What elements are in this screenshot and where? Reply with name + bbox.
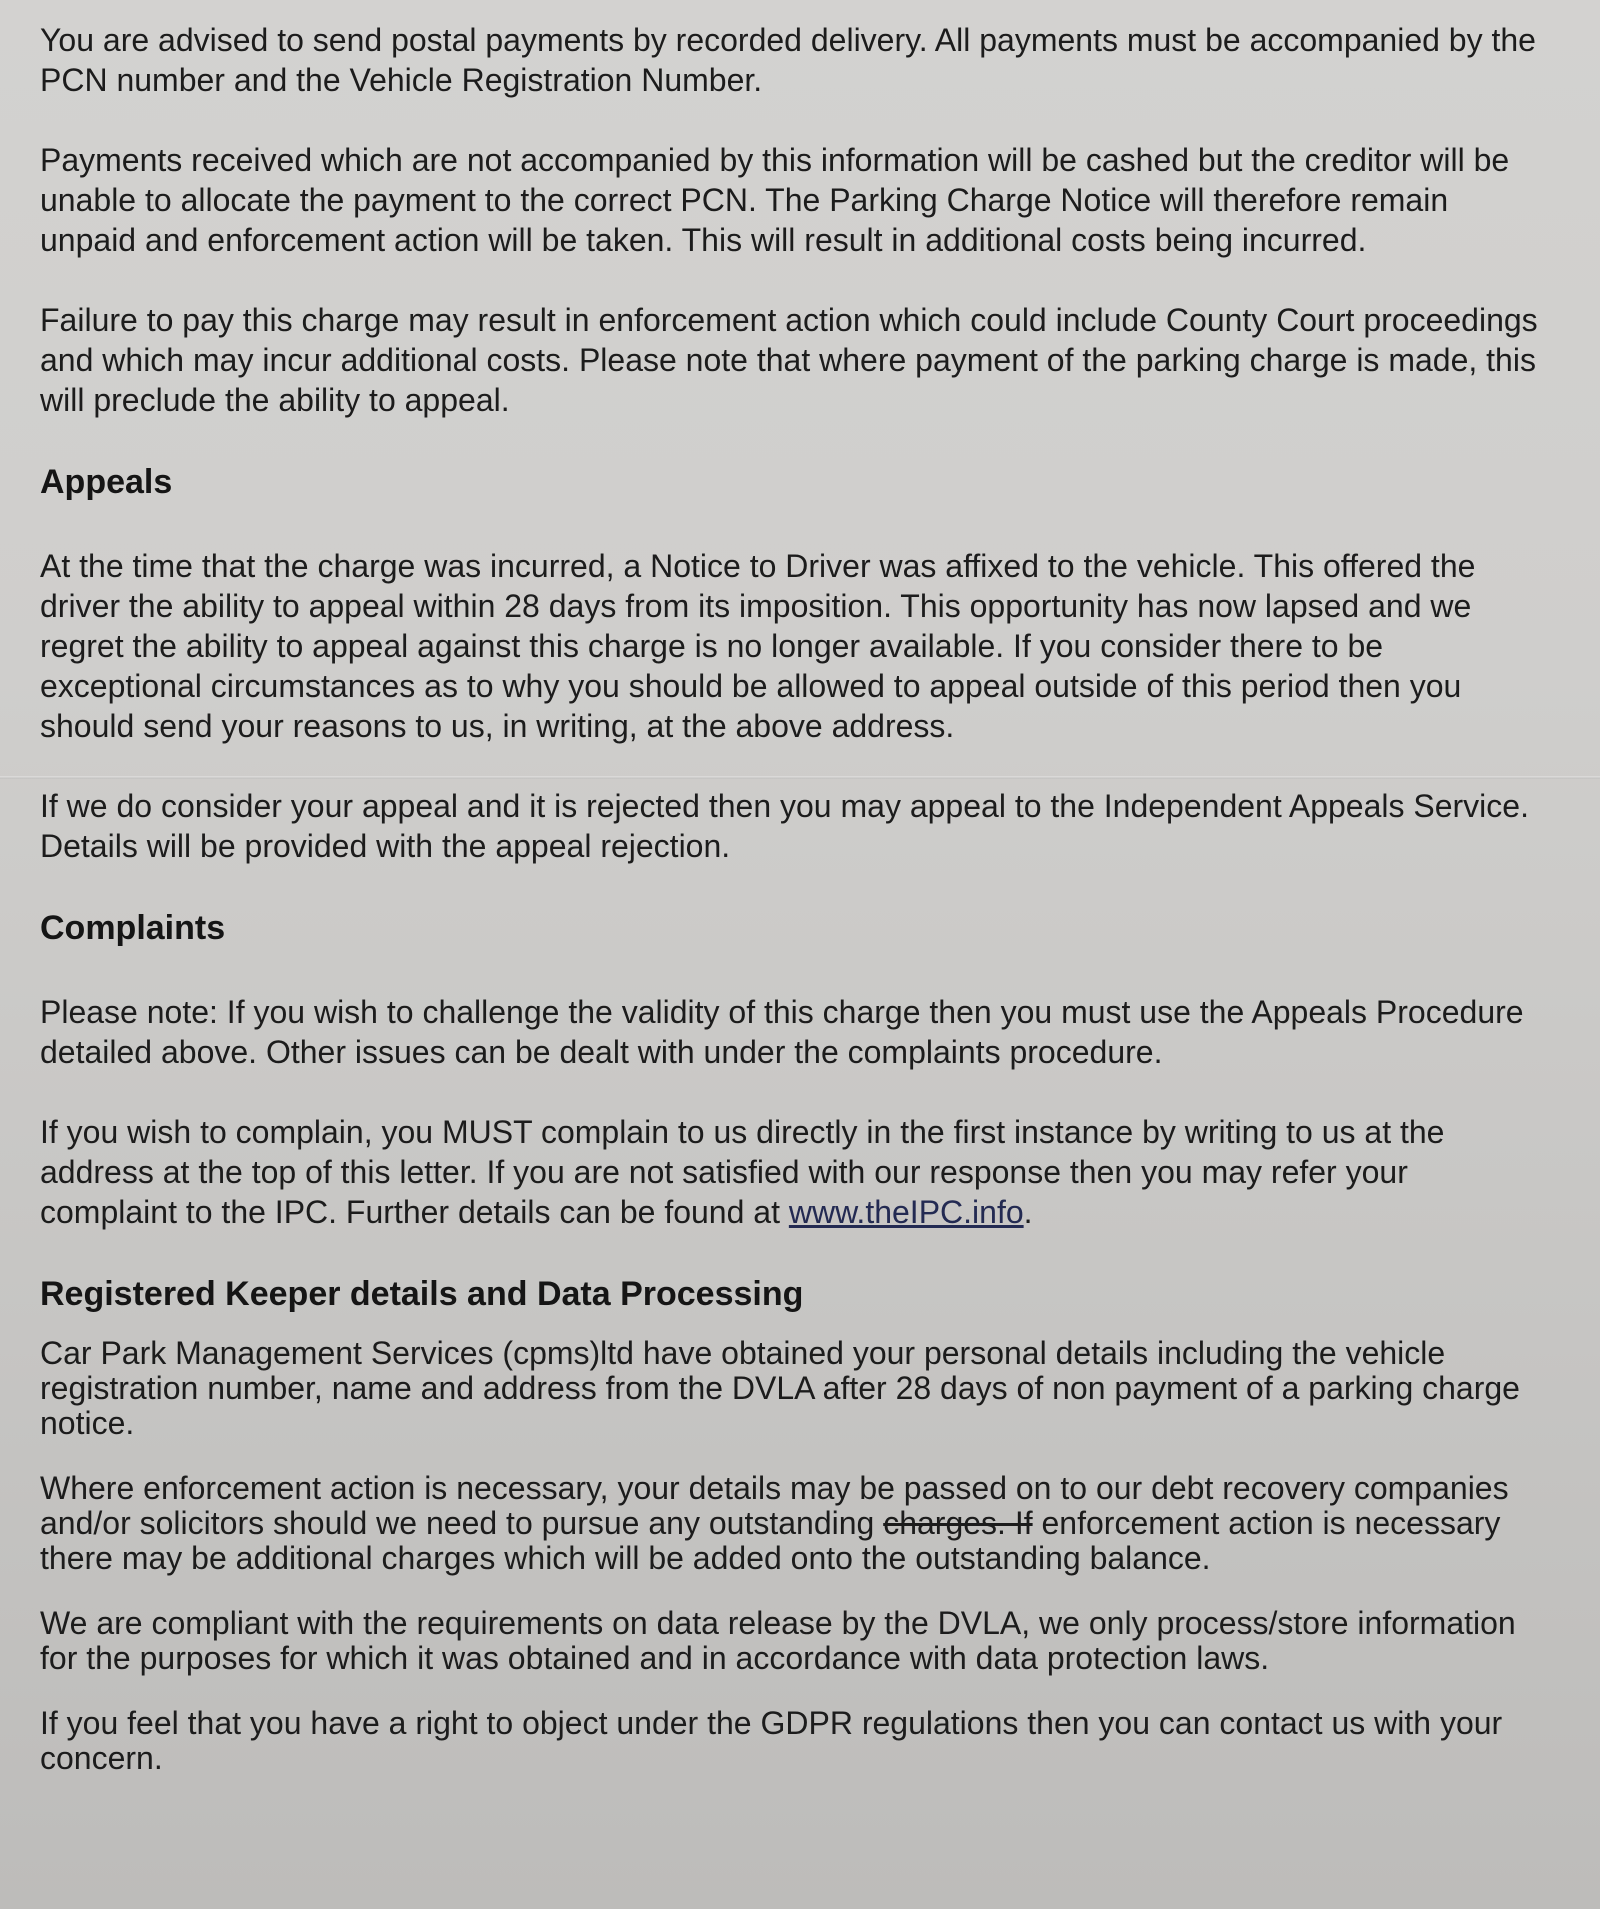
complaints-procedure-paragraph bbox=[40, 1112, 1540, 1232]
complaints-procedure-text: If you wish to complain, you MUST complain to us directly in the first instance by writing to us at the address at the top of this letter. If you are not satisfied with our response then you may refer your complaint to the IPC. Further details can be found at bbox=[40, 1114, 1445, 1230]
debt-recovery-text-a: Where enforcement action is necessary, your details may be passed on to our debt recovery companies and/or solicitors should we need to pursue any outstanding bbox=[40, 1470, 1509, 1541]
data-processing-heading: Registered Keeper details and Data Processing bbox=[40, 1275, 804, 1313]
dvla-compliance-paragraph: We are compliant with the requirements on data release by the DVLA, we only process/store information for the purposes for which it was obtained and in accordance with data protection laws. bbox=[40, 1605, 1516, 1676]
complaints-heading: Complaints bbox=[40, 909, 226, 947]
complaints-note-paragraph: Please note: If you wish to challenge the validity of this charge then you must use the Appeals Procedure detailed above. Other issues can be dealt with under the complaints procedure. bbox=[40, 994, 1524, 1070]
unallocated-payment-paragraph: Payments received which are not accompanied by this information will be cashed but the creditor will be unable to allocate the payment to the correct PCN. The Parking Charge Notice will therefore remain unpaid and enforcement action will be taken. This will result in additional costs being incurred. bbox=[40, 142, 1510, 258]
failure-to-pay-paragraph: Failure to pay this charge may result in enforcement action which could include County Court proceedings and which may incur additional costs. Please note that where payment of the parking charge is made, this will preclude the ability to appeal. bbox=[40, 302, 1538, 418]
gdpr-paragraph: If you feel that you have a right to object under the GDPR regulations then you can contact us with your concern. bbox=[40, 1705, 1503, 1776]
debt-recovery-paragraph bbox=[40, 1471, 1540, 1576]
postal-payment-paragraph: You are advised to send postal payments by recorded delivery. All payments must be accompanied by the PCN number and the Vehicle Registration Number. bbox=[40, 22, 1536, 98]
dvla-details-paragraph: Car Park Management Services (cpms)ltd have obtained your personal details including the vehicle registration number, name and address from the DVLA after 28 days of non payment of a parking charge notice. bbox=[40, 1335, 1520, 1441]
appeals-heading: Appeals bbox=[40, 463, 173, 501]
appeals-paragraph: At the time that the charge was incurred, a Notice to Driver was affixed to the vehicle. This offered the driver the ability to appeal within 28 days from its imposition. This opportunity has now lapsed and we regret the ability to appeal against this charge is no longer available. If you consider there to be exceptional circumstances as to why you should be allowed to appeal outside of this period then you should send your reasons to us, in writing, at the above address. bbox=[40, 548, 1476, 744]
struck-through-text: charges. If bbox=[883, 1505, 1033, 1541]
debt-recovery-text-b: enforcement action is necessary there may be additional charges which will be added onto the outstanding balance. bbox=[40, 1505, 1501, 1576]
ipc-website-link[interactable]: www.theIPC.info bbox=[788, 1194, 1024, 1230]
independent-appeals-paragraph: If we do consider your appeal and it is rejected then you may appeal to the Independent Appeals Service. Details will be provided with the appeal rejection. bbox=[40, 788, 1529, 864]
complaints-procedure-end: . bbox=[1023, 1194, 1033, 1230]
paper-fold-line bbox=[0, 776, 1600, 779]
